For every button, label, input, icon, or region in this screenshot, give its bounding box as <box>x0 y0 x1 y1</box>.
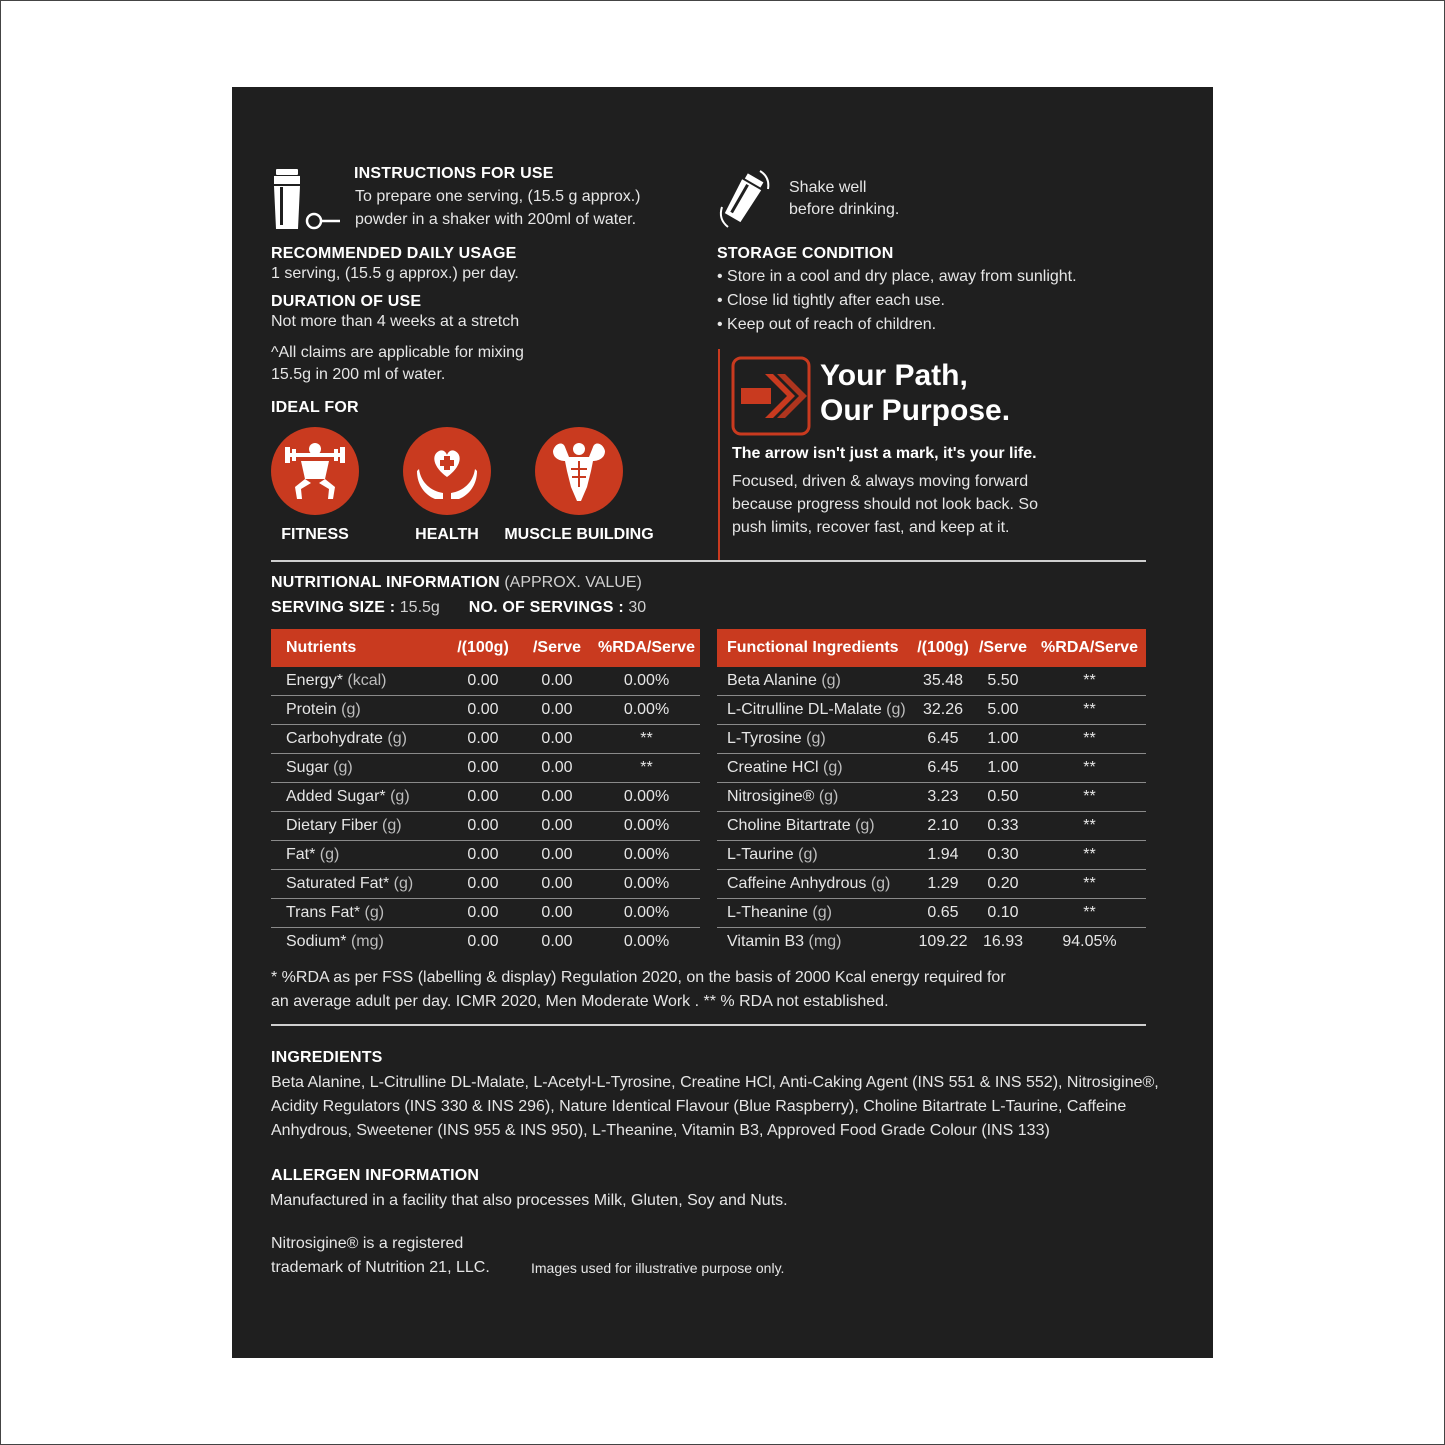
row-per100: 0.00 <box>445 725 521 754</box>
health-icon <box>403 427 491 515</box>
row-unit: (g) <box>382 817 402 834</box>
row-unit: (g) <box>319 846 340 863</box>
row-name-cell <box>271 812 445 841</box>
row-per100: 0.65 <box>913 899 973 928</box>
row-name-cell <box>717 841 913 870</box>
row-name-cell <box>717 899 913 928</box>
row-per100: 1.29 <box>913 870 973 899</box>
table-row <box>717 754 1146 783</box>
row-unit: (g) <box>333 759 353 776</box>
table-row <box>717 696 1146 725</box>
row-unit: (g) <box>812 904 832 921</box>
row-serve: 0.20 <box>973 870 1033 899</box>
row-rda: ** <box>593 725 700 754</box>
row-name: L-Taurine <box>727 846 794 863</box>
row-name-cell <box>717 783 913 812</box>
row-serve: 1.00 <box>973 754 1033 783</box>
muscle-icon <box>535 427 623 515</box>
row-name: Sugar <box>286 759 329 776</box>
row-name-cell <box>717 870 913 899</box>
storage-heading: STORAGE CONDITION <box>717 245 894 262</box>
row-name: Saturated Fat* <box>286 875 390 892</box>
shake-line-2: before drinking. <box>789 201 900 218</box>
row-name-cell <box>271 696 445 725</box>
table-row <box>717 870 1146 899</box>
row-unit: (g) <box>341 701 361 718</box>
row-unit: (g) <box>390 788 410 805</box>
row-rda: ** <box>593 754 700 783</box>
brand-body-line-3: push limits, recover fast, and keep at it. <box>732 519 1010 536</box>
row-unit: (g) <box>393 875 414 892</box>
servings-value: 30 <box>628 599 647 616</box>
allergen-heading: ALLERGEN INFORMATION <box>271 1167 480 1184</box>
row-name: Trans Fat* <box>286 904 361 921</box>
nutrients-header-name: Nutrients <box>271 629 445 667</box>
row-rda: ** <box>1033 667 1146 696</box>
functional-table-header <box>717 629 1146 667</box>
row-unit: (g) <box>855 817 875 834</box>
row-rda: ** <box>1033 696 1146 725</box>
nutrients-table-body <box>271 667 700 956</box>
shake-line-1: Shake well <box>789 179 867 196</box>
row-name: Beta Alanine <box>727 672 817 689</box>
row-rda: 0.00% <box>593 696 700 725</box>
row-per100: 0.00 <box>445 696 521 725</box>
allergen-text: Manufactured in a facility that also processes Milk, Gluten, Soy and Nuts. <box>270 1192 788 1209</box>
row-unit: (g) <box>798 846 818 863</box>
row-name: Creatine HCl <box>727 759 819 776</box>
footnote-line-2: an average adult per day. ICMR 2020, Men Moderate Work . ** % RDA not established. <box>271 993 889 1010</box>
row-serve: 0.10 <box>973 899 1033 928</box>
shake-bottle-icon <box>716 167 772 233</box>
nutrition-heading-row <box>271 574 642 592</box>
row-serve: 0.00 <box>521 754 593 783</box>
row-name-cell <box>717 667 913 696</box>
row-rda: ** <box>1033 783 1146 812</box>
table-row <box>271 812 700 841</box>
row-per100: 0.00 <box>445 899 521 928</box>
label-panel <box>232 87 1213 1358</box>
shaker-scoop-icon <box>270 167 342 233</box>
ideal-label-fitness: FITNESS <box>281 526 349 543</box>
storage-item-2: • Close lid tightly after each use. <box>717 292 945 309</box>
fitness-icon <box>271 427 359 515</box>
row-per100: 35.48 <box>913 667 973 696</box>
row-name-cell <box>717 812 913 841</box>
row-serve: 0.00 <box>521 812 593 841</box>
row-name: Choline Bitartrate <box>727 817 851 834</box>
row-name: Protein <box>286 701 337 718</box>
row-name-cell <box>717 928 913 957</box>
row-name-cell <box>271 899 445 928</box>
row-rda: ** <box>1033 899 1146 928</box>
illustrative-disclaimer: Images used for illustrative purpose only. <box>531 1260 785 1276</box>
brand-title-line-1: Your Path, <box>820 359 968 392</box>
row-name: Vitamin B3 <box>727 933 805 950</box>
daily-usage-heading: RECOMMENDED DAILY USAGE <box>271 245 517 262</box>
instructions-heading: INSTRUCTIONS FOR USE <box>354 165 554 182</box>
row-unit: (g) <box>823 759 843 776</box>
brand-body-line-2: because progress should not look back. So <box>732 496 1038 513</box>
duration-heading: DURATION OF USE <box>271 293 422 310</box>
table-row <box>271 783 700 812</box>
row-per100: 6.45 <box>913 725 973 754</box>
row-per100: 32.26 <box>913 696 973 725</box>
nutrients-header-rda: %RDA/Serve <box>593 629 700 667</box>
row-name: Dietary Fiber <box>286 817 378 834</box>
claims-line-1: ^All claims are applicable for mixing <box>271 344 524 361</box>
row-serve: 0.00 <box>521 899 593 928</box>
nutrition-heading: NUTRITIONAL INFORMATION <box>271 574 500 591</box>
ingredients-line-1: Beta Alanine, L-Citrulline DL-Malate, L-Acetyl-L-Tyrosine, Creatine HCl, Anti-Caking Agent (INS 551 & INS 552), Nitrosigine®, <box>271 1074 1159 1091</box>
row-serve: 0.00 <box>521 667 593 696</box>
storage-item-3: • Keep out of reach of children. <box>717 316 937 333</box>
table-row <box>717 725 1146 754</box>
row-unit: (mg) <box>808 933 842 950</box>
row-name-cell <box>271 783 445 812</box>
serving-size-label: SERVING SIZE : <box>271 599 396 616</box>
row-unit: (g) <box>870 875 891 892</box>
row-per100: 0.00 <box>445 812 521 841</box>
row-name-cell <box>717 696 913 725</box>
instructions-line-2: powder in a shaker with 200ml of water. <box>355 211 637 228</box>
row-rda: ** <box>1033 754 1146 783</box>
table-row <box>717 667 1146 696</box>
row-name-cell <box>271 667 445 696</box>
row-per100: 109.22 <box>918 933 968 950</box>
daily-usage-text: 1 serving, (15.5 g approx.) per day. <box>271 265 519 282</box>
trademark-line-2: trademark of Nutrition 21, LLC. <box>271 1259 490 1276</box>
row-name: L-Citrulline DL-Malate <box>727 701 882 718</box>
row-name-cell <box>271 754 445 783</box>
table-row <box>271 928 700 957</box>
row-name-cell <box>717 754 913 783</box>
row-serve: 0.33 <box>973 812 1033 841</box>
row-serve: 5.50 <box>973 667 1033 696</box>
row-unit: (g) <box>806 730 826 747</box>
functional-header-per100: /(100g) <box>913 629 973 667</box>
serving-size-value: 15.5g <box>399 599 440 616</box>
row-name: Carbohydrate <box>286 730 383 747</box>
row-rda: 0.00% <box>593 841 700 870</box>
row-per100: 6.45 <box>913 754 973 783</box>
table-row <box>717 812 1146 841</box>
row-name: L-Tyrosine <box>727 730 802 747</box>
row-per100: 0.00 <box>467 933 499 950</box>
row-per100: 3.23 <box>913 783 973 812</box>
row-unit: (g) <box>364 904 385 921</box>
table-row <box>271 841 700 870</box>
claims-line-2: 15.5g in 200 ml of water. <box>271 366 446 383</box>
row-serve: 0.00 <box>541 933 573 950</box>
ingredients-line-3: Anhydrous, Sweetener (INS 955 & INS 950), L-Theanine, Vitamin B3, Approved Food Grade Colour (INS 133) <box>271 1122 1050 1139</box>
row-name: Added Sugar* <box>286 788 386 805</box>
row-serve: 0.50 <box>973 783 1033 812</box>
row-rda: ** <box>1033 725 1146 754</box>
table-row <box>271 754 700 783</box>
row-rda: ** <box>1033 841 1146 870</box>
row-name: Caffeine Anhydrous <box>727 875 867 892</box>
functional-header-name: Functional Ingredients <box>717 629 913 667</box>
row-serve: 0.00 <box>521 841 593 870</box>
row-serve: 1.00 <box>973 725 1033 754</box>
row-unit: (mg) <box>350 933 384 950</box>
row-per100: 2.10 <box>913 812 973 841</box>
table-row <box>271 667 700 696</box>
divider-top <box>271 560 1146 562</box>
ideal-label-muscle-building: MUSCLE BUILDING <box>504 526 654 543</box>
row-serve: 0.00 <box>521 725 593 754</box>
row-per100: 0.00 <box>445 870 521 899</box>
row-per100: 0.00 <box>445 667 521 696</box>
table-row <box>717 783 1146 812</box>
row-rda: 0.00% <box>593 870 700 899</box>
table-row <box>271 870 700 899</box>
storage-item-1: • Store in a cool and dry place, away from sunlight. <box>717 268 1077 285</box>
row-serve: 0.00 <box>521 783 593 812</box>
row-serve: 5.00 <box>973 696 1033 725</box>
nutrition-heading-note: (APPROX. VALUE) <box>504 574 642 591</box>
table-row <box>717 841 1146 870</box>
arrow-logo-icon <box>731 356 811 436</box>
functional-table <box>717 629 1146 956</box>
row-unit: (g) <box>886 701 906 718</box>
row-name-cell <box>271 841 445 870</box>
brand-accent-line <box>718 349 720 560</box>
row-name: L-Theanine <box>727 904 808 921</box>
row-name-cell <box>271 870 445 899</box>
row-rda: 94.05% <box>1062 933 1117 950</box>
row-rda: 0.00% <box>593 812 700 841</box>
nutrients-header-serve: /Serve <box>521 629 593 667</box>
trademark-line-1: Nitrosigine® is a registered <box>271 1235 464 1252</box>
row-name: Sodium* <box>286 933 347 950</box>
functional-header-rda: %RDA/Serve <box>1033 629 1146 667</box>
duration-text: Not more than 4 weeks at a stretch <box>271 313 520 330</box>
row-rda: 0.00% <box>593 783 700 812</box>
row-unit: (g) <box>821 672 841 689</box>
row-serve: 16.93 <box>982 933 1024 950</box>
ideal-label-health: HEALTH <box>415 526 479 543</box>
row-unit: (g) <box>818 788 839 805</box>
table-row <box>717 928 1146 957</box>
table-row <box>717 899 1146 928</box>
row-name: Fat* <box>286 846 316 863</box>
divider-bottom <box>271 1024 1146 1026</box>
row-name: Energy* <box>286 672 343 689</box>
nutrients-table-header <box>271 629 700 667</box>
row-rda: 0.00% <box>623 933 670 950</box>
row-serve: 0.30 <box>973 841 1033 870</box>
row-serve: 0.00 <box>521 696 593 725</box>
functional-table-body <box>717 667 1146 956</box>
row-per100: 0.00 <box>445 841 521 870</box>
brand-tagline: The arrow isn't just a mark, it's your life. <box>732 445 1037 462</box>
servings-label: NO. OF SERVINGS : <box>468 599 624 616</box>
brand-body-line-1: Focused, driven & always moving forward <box>732 473 1029 490</box>
table-row <box>271 696 700 725</box>
row-rda: ** <box>1033 812 1146 841</box>
row-name-cell <box>271 928 445 957</box>
ingredients-heading: INGREDIENTS <box>271 1049 383 1066</box>
footnote-line-1: * %RDA as per FSS (labelling & display) Regulation 2020, on the basis of 2000 Kcal energy required for <box>271 969 1006 986</box>
row-unit: (kcal) <box>347 672 387 689</box>
row-serve: 0.00 <box>521 870 593 899</box>
row-unit: (g) <box>387 730 407 747</box>
row-per100: 1.94 <box>913 841 973 870</box>
ideal-for-heading: IDEAL FOR <box>271 399 359 416</box>
row-per100: 0.00 <box>445 754 521 783</box>
instructions-line-1: To prepare one serving, (15.5 g approx.) <box>355 188 641 205</box>
row-rda: 0.00% <box>593 667 700 696</box>
nutrients-table <box>271 629 700 956</box>
nutrients-header-per100: /(100g) <box>445 629 521 667</box>
row-name-cell <box>271 725 445 754</box>
row-rda: 0.00% <box>593 899 700 928</box>
row-rda: ** <box>1033 870 1146 899</box>
ingredients-line-2: Acidity Regulators (INS 330 & INS 296), Nature Identical Flavour (Blue Raspberry), Choline Bitartrate L-Taurine, Caffeine <box>271 1098 1127 1115</box>
row-per100: 0.00 <box>445 783 521 812</box>
brand-title-line-2: Our Purpose. <box>820 394 1011 427</box>
table-row <box>271 899 700 928</box>
table-row <box>271 725 700 754</box>
functional-header-serve: /Serve <box>973 629 1033 667</box>
row-name-cell <box>717 725 913 754</box>
serving-info-row <box>271 599 646 617</box>
row-name: Nitrosigine® <box>727 788 815 805</box>
